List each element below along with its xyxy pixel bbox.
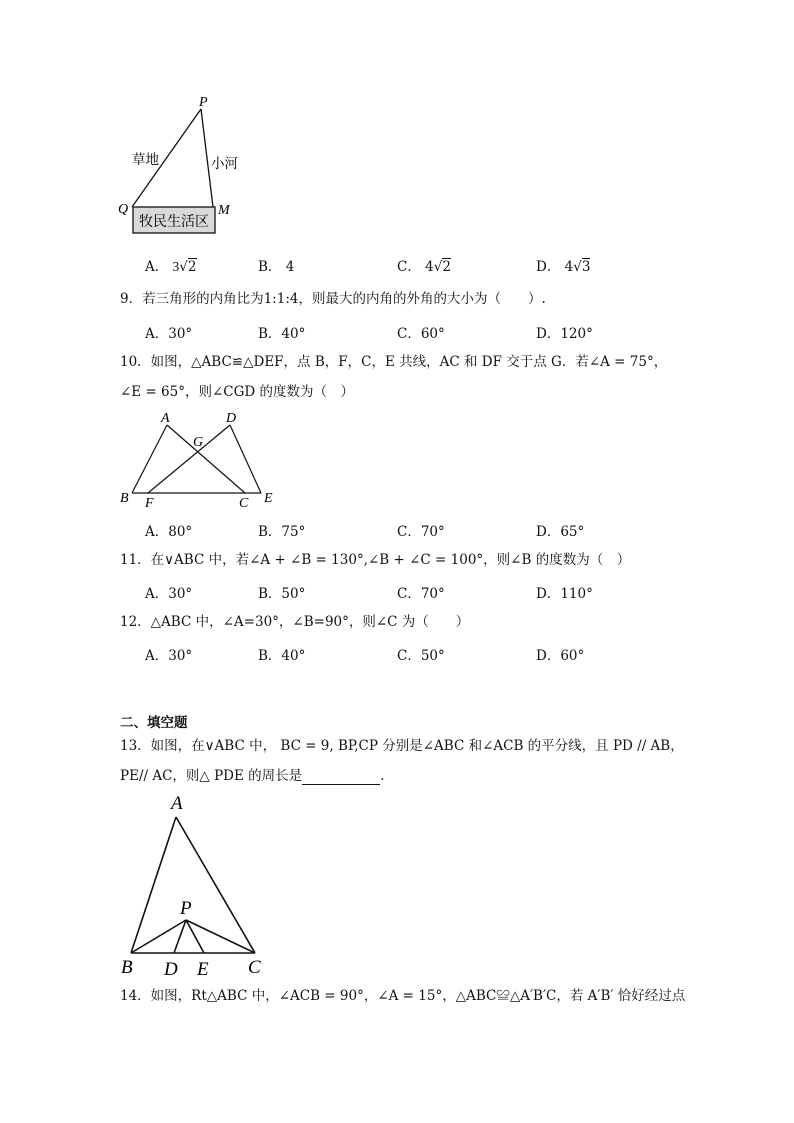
q8-option-a-coef: 3 bbox=[172, 259, 180, 274]
label-river: 小河 bbox=[211, 156, 238, 171]
segment-fd bbox=[148, 425, 230, 493]
q8-option-a bbox=[145, 255, 197, 275]
sqrt-symbol: √ bbox=[573, 259, 582, 275]
q8-option-b bbox=[258, 255, 294, 275]
label-p: P bbox=[199, 95, 208, 110]
label-q: Q bbox=[118, 202, 129, 217]
segment-ab bbox=[131, 817, 176, 953]
segment-de bbox=[230, 425, 261, 493]
q9-option-a: A．30° bbox=[145, 326, 193, 342]
q11-option-c: C．70° bbox=[397, 586, 445, 602]
segment-ac bbox=[167, 425, 245, 493]
q13-line2-end: . bbox=[380, 768, 385, 784]
q8-option-a-rad: 2 bbox=[187, 259, 197, 275]
q11-text: 11．在∨ABC 中，若∠A + ∠B = 130°,∠B + ∠C = 100°，则∠B 的度数为（ ） bbox=[120, 552, 631, 568]
label-e: E bbox=[264, 491, 273, 506]
figure-q8 bbox=[110, 95, 260, 240]
q8-option-d bbox=[536, 255, 590, 275]
label-c: C bbox=[239, 496, 249, 511]
q8-option-d-coef: 4 bbox=[564, 259, 574, 275]
section-title: 二、填空题 bbox=[120, 715, 188, 731]
segment-ac bbox=[176, 817, 255, 953]
q10-option-d: D．65° bbox=[536, 524, 585, 540]
q8-option-c-letter: C． bbox=[397, 259, 421, 275]
q11-option-d: D．110° bbox=[536, 586, 593, 602]
sqrt-symbol: √ bbox=[179, 259, 188, 275]
q8-option-d-letter: D． bbox=[536, 259, 561, 275]
q14-text: 14．如图，Rt△ABC 中，∠ACB = 90°，∠A = 15°，△ABC≌△A′B′C，若 A′B′ 恰好经过点 bbox=[120, 988, 686, 1004]
q10-line2: ∠E = 65°，则∠CGD 的度数为（ ） bbox=[120, 384, 355, 400]
q13-line2 bbox=[120, 767, 384, 785]
label-e: E bbox=[197, 959, 209, 980]
q8-option-c-coef: 4 bbox=[425, 259, 434, 275]
q10-option-b: B．75° bbox=[258, 524, 306, 540]
q8-option-b-letter: B． bbox=[258, 259, 282, 275]
label-c: C bbox=[248, 957, 261, 978]
label-b: B bbox=[120, 491, 129, 506]
segment-bp bbox=[131, 920, 186, 953]
label-g: G bbox=[193, 435, 204, 450]
answer-blank[interactable] bbox=[302, 770, 380, 785]
q12-option-d: D．60° bbox=[536, 648, 585, 664]
q12-option-c: C．50° bbox=[397, 648, 445, 664]
q8-option-d-rad: 3 bbox=[581, 259, 591, 275]
figure-q13 bbox=[110, 790, 280, 980]
label-a: A bbox=[161, 411, 170, 426]
q12-option-b: B．40° bbox=[258, 648, 306, 664]
label-f: F bbox=[145, 496, 154, 511]
q11-option-a: A．30° bbox=[145, 586, 193, 602]
figure-q10 bbox=[115, 408, 285, 513]
q9-option-b: B．40° bbox=[258, 326, 306, 342]
label-b: B bbox=[121, 957, 133, 978]
q8-option-b-text: 4 bbox=[285, 259, 295, 275]
q9-option-d: D．120° bbox=[536, 326, 593, 342]
q8-option-c bbox=[397, 255, 451, 275]
segment-pd bbox=[174, 920, 186, 953]
q11-option-b: B．50° bbox=[258, 586, 306, 602]
label-living-area: 牧民生活区 bbox=[139, 215, 209, 230]
sqrt-symbol: √ bbox=[433, 259, 443, 275]
q12-option-a: A．30° bbox=[145, 648, 193, 664]
q10-line1: 10．如图，△ABC≌△DEF，点 B，F，C，E 共线，AC 和 DF 交于点 G．若∠A = 75°， bbox=[120, 354, 668, 370]
q8-option-a-letter: A． bbox=[145, 259, 169, 275]
label-m: M bbox=[218, 203, 230, 218]
q8-option-c-rad: 2 bbox=[442, 259, 451, 275]
q12-text: 12．△ABC 中，∠A=30°，∠B=90°，则∠C 为（ ） bbox=[120, 614, 470, 630]
label-p: P bbox=[180, 898, 192, 919]
label-a: A bbox=[171, 793, 183, 814]
q9-text: 9．若三角形的内角比为1:1:4，则最大的内角的外角的大小为（ ）. bbox=[120, 291, 546, 307]
q10-option-c: C．70° bbox=[397, 524, 445, 540]
label-grass: 草地 bbox=[132, 152, 159, 167]
segment-ba bbox=[132, 425, 167, 493]
q9-option-c: C．60° bbox=[397, 326, 445, 342]
q13-line1: 13．如图，在∨ABC 中， BC = 9, BP,CP 分别是∠ABC 和∠ACB 的平分线，且 PD // AB， bbox=[120, 738, 684, 754]
label-d: D bbox=[226, 411, 237, 426]
q13-line2-text: PE// AC，则△ PDE 的周长是 bbox=[120, 768, 303, 784]
q10-option-a: A．80° bbox=[145, 524, 193, 540]
label-d: D bbox=[164, 959, 178, 980]
